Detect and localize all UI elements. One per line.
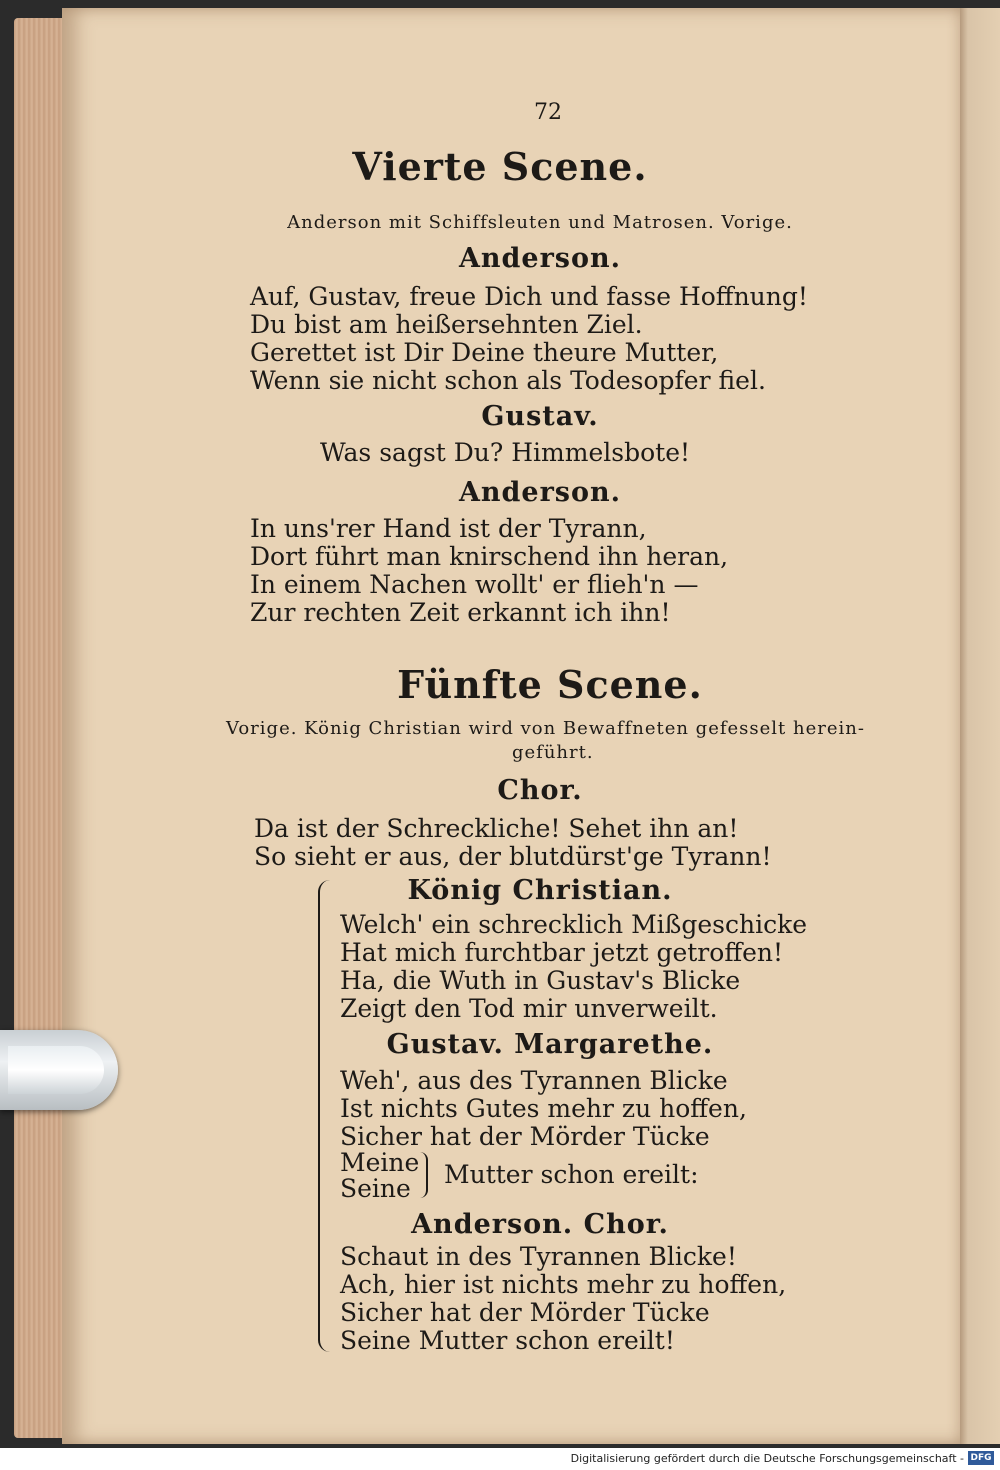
scene4-speaker-gustav: Gustav. xyxy=(481,401,599,432)
verse-line: Welch' ein schrecklich Mißgeschicke xyxy=(340,910,808,939)
verse-line: In einem Nachen wollt' er flieh'n — xyxy=(250,570,699,599)
footer-credit: Digitalisierung gefördert durch die Deutsche Forschungsgemeinschaft - xyxy=(570,1452,964,1465)
verse-line: Zeigt den Tod mir unverweilt. xyxy=(340,994,718,1023)
verse-line: Mutter schon ereilt: xyxy=(444,1160,699,1189)
verse-line: Zur rechten Zeit erkannt ich ihn! xyxy=(250,598,671,627)
verse-line: So sieht er aus, der blutdürst'ge Tyrann! xyxy=(254,842,772,871)
scene5-speaker-koenig: König Christian. xyxy=(407,875,673,906)
verse-line: Gerettet ist Dir Deine theure Mutter, xyxy=(250,338,719,367)
verse-line: Sicher hat der Mörder Tücke xyxy=(340,1298,710,1327)
verse-line: Sicher hat der Mörder Tücke xyxy=(340,1122,710,1151)
variant-brace xyxy=(418,1152,428,1198)
scene5-stage-direction: Vorige. König Christian wird von Bewaffneten gefesselt herein- xyxy=(226,718,865,739)
scene4-speaker-anderson: Anderson. xyxy=(458,243,622,274)
verse-line: Ha, die Wuth in Gustav's Blicke xyxy=(340,966,741,995)
scene5-speaker-chor: Chor. xyxy=(497,775,583,806)
verse-line: Ist nichts Gutes mehr zu hoffen, xyxy=(340,1094,747,1123)
verse-line: Auf, Gustav, freue Dich und fasse Hoffnung! xyxy=(250,282,808,311)
verse-line: Schaut in des Tyrannen Blicke! xyxy=(340,1242,737,1271)
scene5-speaker-gustav-margarethe: Gustav. Margarethe. xyxy=(386,1029,714,1060)
scene4-speaker-anderson-2: Anderson. xyxy=(458,477,622,508)
verse-line: In uns'rer Hand ist der Tyrann, xyxy=(250,514,647,543)
verse-line: Wenn sie nicht schon als Todesopfer fiel. xyxy=(250,366,766,395)
verse-line: Dort führt man knirschend ihn heran, xyxy=(250,542,729,571)
verse-line: Ach, hier ist nichts mehr zu hoffen, xyxy=(340,1270,787,1299)
scene5-stage-direction-cont: geführt. xyxy=(512,742,594,763)
chorus-brace xyxy=(318,880,334,1352)
scene5-speaker-anderson-chor: Anderson. Chor. xyxy=(411,1209,669,1240)
scene5-title: Fünfte Scene. xyxy=(397,662,703,707)
verse-line: Du bist am heißersehnten Ziel. xyxy=(250,310,643,339)
footer-bar xyxy=(0,1448,1000,1470)
verse-line: Was sagst Du? Himmelsbote! xyxy=(320,438,691,467)
scene4-stage-direction: Anderson mit Schiffsleuten und Matrosen. Vorige. xyxy=(287,212,793,233)
verse-line: Hat mich furchtbar jetzt getroffen! xyxy=(340,938,784,967)
page-number: 72 xyxy=(534,100,562,125)
scene4-title: Vierte Scene. xyxy=(352,144,648,189)
dfg-logo-icon: DFG xyxy=(968,1451,994,1465)
verse-line: Seine Mutter schon ereilt! xyxy=(340,1326,675,1355)
verse-line: Da ist der Schreckliche! Sehet ihn an! xyxy=(254,814,739,843)
verse-variant-meine: Meine xyxy=(340,1148,420,1177)
verse-variant-seine: Seine xyxy=(340,1174,411,1203)
verse-line: Weh', aus des Tyrannen Blicke xyxy=(340,1066,728,1095)
